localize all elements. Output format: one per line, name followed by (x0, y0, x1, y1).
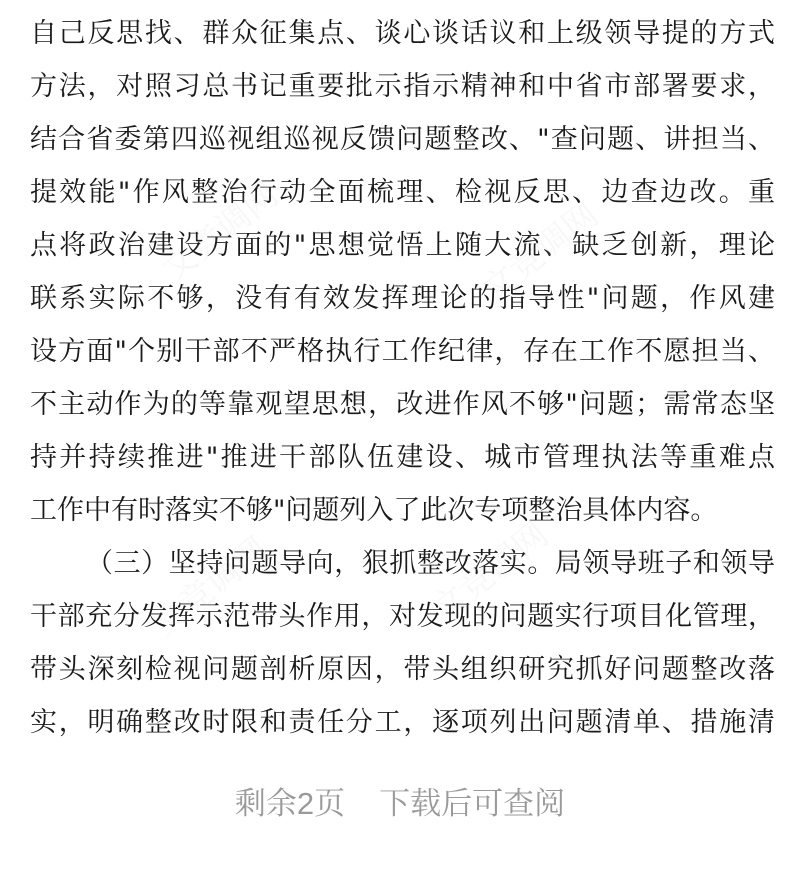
text-line: 联系实际不够，没有有效发挥理论的指导性"问题，作风建 (30, 283, 775, 314)
text-line: 实，明确整改时限和责任分工，逐项列出问题清单、措施清 (30, 707, 775, 738)
text-line: 持并持续推进"推进干部队伍建设、城市管理执法等重难点 (30, 442, 775, 473)
text-line: 不主动作为的等靠观望思想，改进作风不够"问题；需常态坚 (30, 389, 775, 420)
watermark: 文竞调网 (154, 174, 287, 290)
paragraph-end-line: 工作中有时落实不够"问题列入了此次专项整治具体内容。 (30, 495, 718, 526)
text-line: 点将政治建设方面的"思想觉悟上随大流、缺乏创新，理论 (30, 230, 775, 261)
text-line: 提效能"作风整治行动全面梳理、检视反思、边查边改。重 (30, 177, 775, 208)
text-line: 带头深刻检视问题剖析原因，带头组织研究抓好问题整改落 (30, 654, 775, 685)
text-line: 方法，对照习总书记重要批示指示精神和中省市部署要求， (30, 71, 775, 102)
text-line: 干部充分发挥示范带头作用，对发现的问题实行项目化管理， (30, 601, 775, 632)
paragraph-start-line: （三）坚持问题导向，狠抓整改落实。局领导班子和领导 (86, 548, 775, 579)
text-line: 设方面"个别干部不严格执行工作纪律，存在工作不愿担当、 (30, 336, 775, 367)
watermark: 文竞调网 (424, 514, 557, 630)
text-line: 结合省委第四巡视组巡视反馈问题整改、"查问题、讲担当、 (30, 124, 775, 155)
text-line: 自己反思找、群众征集点、谈心谈话议和上级领导提的方式 (30, 18, 775, 49)
download-to-view-link[interactable]: 下载后可查阅 (379, 785, 566, 821)
watermark: 文竞调网 (474, 194, 607, 310)
download-to-read-banner[interactable] (0, 770, 800, 830)
watermark: 文竞调网 (144, 529, 277, 645)
remaining-pages-label: 剩余2页 (234, 785, 346, 821)
